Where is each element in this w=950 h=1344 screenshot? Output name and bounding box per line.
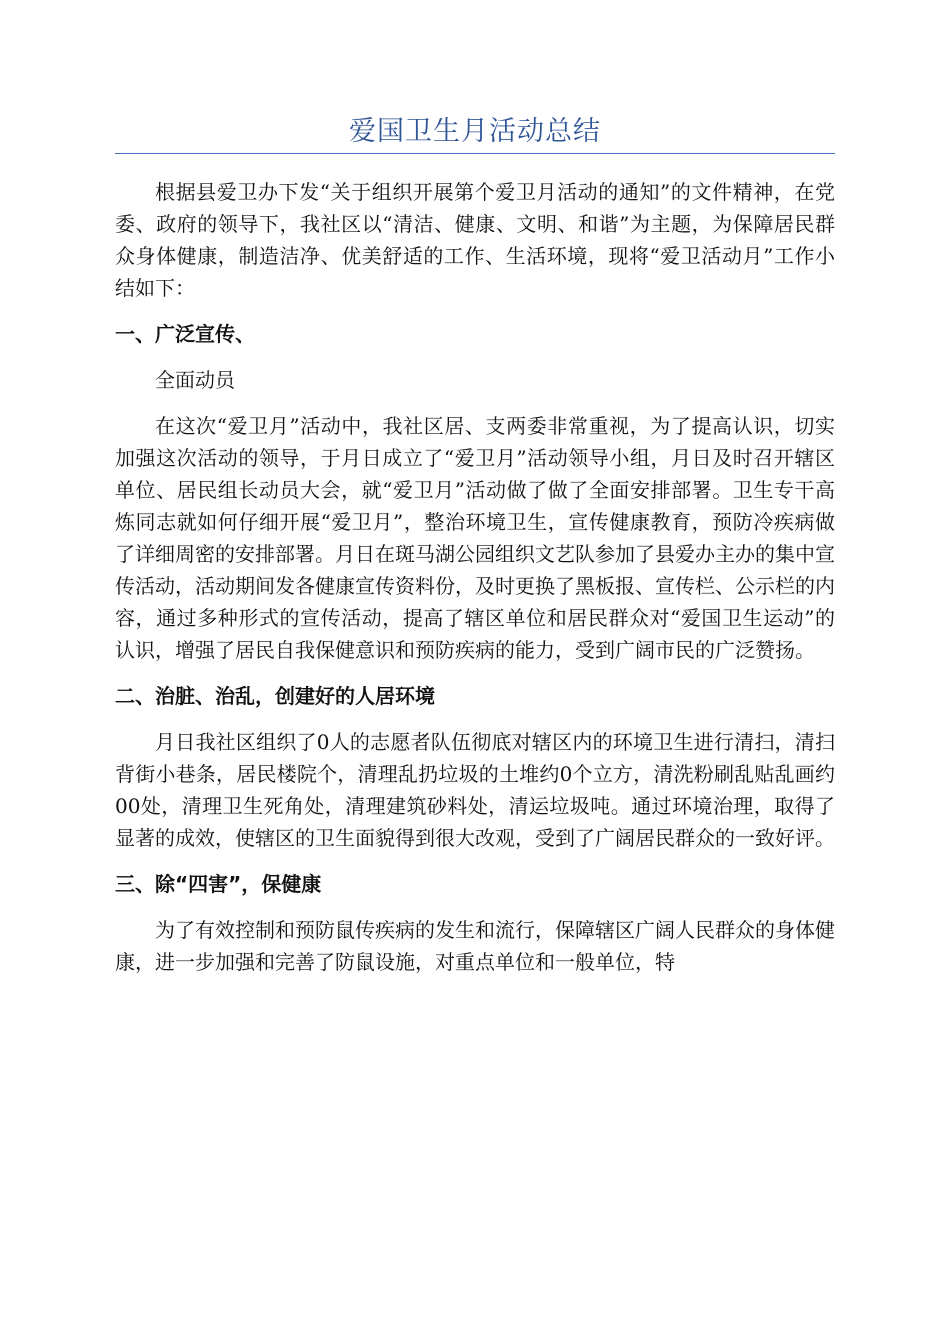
section-3-paragraph: 为了有效控制和预防鼠传疾病的发生和流行，保障辖区广阔人民群众的身体健康，进一步加强和完善了防鼠设施，对重点单位和一般单位，特: [115, 918, 835, 974]
section-2-paragraph: 月日我社区组织了0人的志愿者队伍彻底对辖区内的环境卫生进行清扫，清扫背街小巷条，居民楼院个，清理乱扔垃圾的土堆约0个立方，清洗粉刷乱贴乱画约00处，清理卫生死角处，清理建筑砂料处，清运垃圾吨。通过环境治理，取得了显著的成效，使辖区的卫生面貌得到很大改观，受到了广阔居民群众的一致好评。: [115, 730, 835, 850]
section-2-heading: 二、治脏、治乱，创建好的人居环境: [115, 684, 435, 708]
section-1-heading: 一、广泛宣传、: [115, 322, 255, 346]
title-underline: [115, 153, 835, 154]
section-1-paragraph: 在这次“爱卫月”活动中，我社区居、支两委非常重视，为了提高认识，切实加强这次活动的领导，于月日成立了“爱卫月”活动领导小组，月日及时召开辖区单位、居民组长动员大会，就“爱卫月”活动做了做了全面安排部署。卫生专干高炼同志就如何仔细开展“爱卫月”，整治环境卫生，宣传健康教育，预防冷疾病做了详细周密的安排部署。月日在斑马湖公园组织文艺队参加了县爱办主办的集中宣传活动，活动期间发各健康宣传资料份，及时更换了黑板报、宣传栏、公示栏的内容，通过多种形式的宣传活动，提高了辖区单位和居民群众对“爱国卫生运动”的认识，增强了居民自我保健意识和预防疾病的能力，受到广阔市民的广泛赞扬。: [115, 414, 835, 662]
document-body: [115, 176, 835, 992]
intro-paragraph: 根据县爱卫办下发“关于组织开展第个爱卫月活动的通知”的文件精神，在党委、政府的领导下，我社区以“清洁、健康、文明、和谐”为主题，为保障居民群众身体健康，制造洁净、优美舒适的工作、生活环境，现将“爱卫活动月”工作小结如下：: [115, 180, 835, 300]
section-1-subheading: 全面动员: [155, 368, 235, 392]
document-title: 爱国卫生月活动总结: [349, 116, 601, 147]
section-3-heading: 三、除“四害”，保健康: [115, 872, 322, 896]
